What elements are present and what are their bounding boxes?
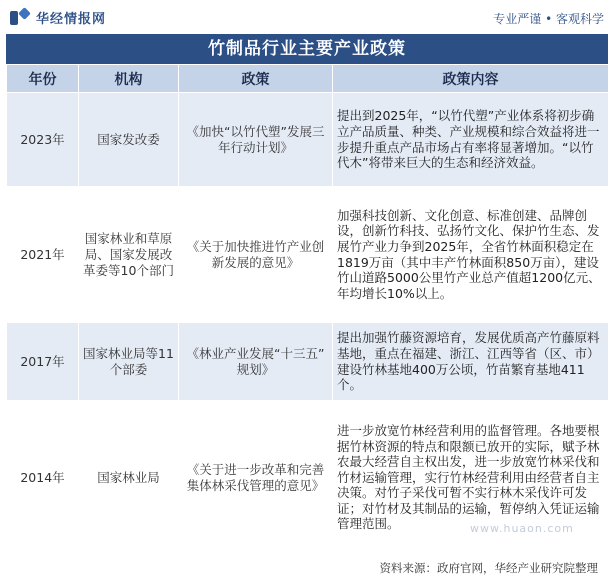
cell-content: 进一步放宽竹林经营利用的监督管理。各地要根据竹林资源的特点和限额已放开的实际，赋予林农最大经营自主权出发，进一步放宽竹林采伐和竹材运输管理，实行竹林经营利用由经营者自主决策。对竹子采伐可暂不实行林木采伐许可发证；对竹材及其制品的运输，暂停纳入凭证运输管理范围。 xyxy=(333,401,609,555)
brand-logo[interactable] xyxy=(10,8,106,27)
cell-content: 提出加强竹藤资源培育，发展优质高产竹藤原料基地，重点在福建、浙江、江西等省（区、市）建设竹林基地400万公顷，竹苗繁育基地411个。 xyxy=(333,323,609,401)
cell-org: 国家发改委 xyxy=(79,93,179,187)
cell-org: 国家林业局等11个部委 xyxy=(79,323,179,401)
policy-table xyxy=(6,64,609,555)
watermark: www.huaon.com xyxy=(470,522,574,535)
cell-year: 2023年 xyxy=(7,93,79,187)
table-row xyxy=(7,323,609,401)
cell-policy: 《加快“以竹代塑”发展三年行动计划》 xyxy=(179,93,333,187)
cell-policy: 《关于加快推进竹产业创新发展的意见》 xyxy=(179,187,333,323)
logo-icon xyxy=(10,9,30,27)
table-row xyxy=(7,187,609,323)
cell-year: 2017年 xyxy=(7,323,79,401)
page-title: 竹制品行业主要产业政策 xyxy=(6,34,608,64)
cell-content: 加强科技创新、文化创意、标准创建、品牌创设，创新竹科技、弘扬竹文化、保护竹生态、发展竹产业力争到2025年，全省竹林面积稳定在1819万亩（其中丰产竹林面积850万亩），建设竹山道路5000公里竹产业总产值超1200亿元、年均增长10%以上。 xyxy=(333,187,609,323)
cell-org: 国家林业局 xyxy=(79,401,179,555)
cell-content: 提出到2025年，“以竹代塑”产业体系将初步确立产品质量、种类、产业规模和综合效益将进一步提升重点产品市场占有率将显著增加。“以竹代木”将带来巨大的生态和经济效益。 xyxy=(333,93,609,187)
table-row xyxy=(7,93,609,187)
cell-year: 2014年 xyxy=(7,401,79,555)
cell-policy: 《林业产业发展“十三五” 规划》 xyxy=(179,323,333,401)
top-bar xyxy=(0,0,614,34)
cell-org: 国家林业和草原局、国家发展改革委等10个部门 xyxy=(79,187,179,323)
cell-policy: 《关于进一步改革和完善集体林采伐管理的意见》 xyxy=(179,401,333,555)
column-header-year: 年份 xyxy=(7,65,79,93)
table-header-row xyxy=(7,65,609,93)
column-header-org: 机构 xyxy=(79,65,179,93)
column-header-policy: 政策 xyxy=(179,65,333,93)
slogan: 专业严谨 • 客观科学 xyxy=(493,12,604,26)
column-header-content: 政策内容 xyxy=(333,65,609,93)
cell-year: 2021年 xyxy=(7,187,79,323)
source-note: 资料来源：政府官网，华经产业研究院整理 xyxy=(379,561,598,575)
logo-text: 华经情报网 xyxy=(36,12,107,27)
